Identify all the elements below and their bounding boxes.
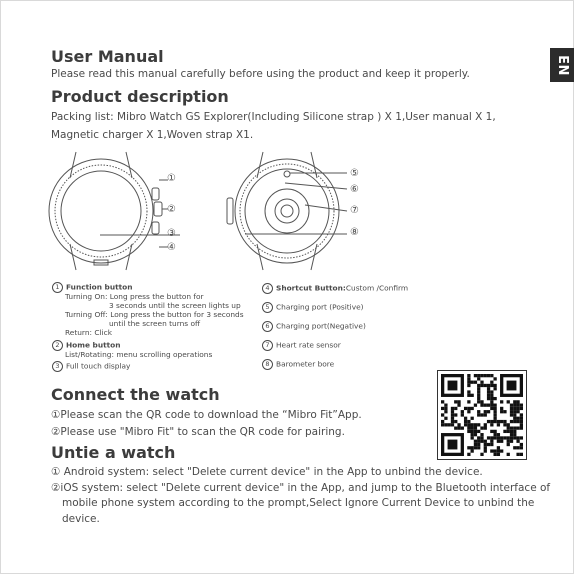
legend-turning-off: Turning Off: Long press the button for 3 seconds <box>65 310 244 319</box>
legend-charging-positive: 5 Charging port (Positive) <box>262 302 364 313</box>
legend-charging-negative: 6 Charging port(Negative) <box>262 321 366 332</box>
legend-return: Return: Click <box>65 328 112 337</box>
callout-7: ⑦ <box>350 205 359 216</box>
untie-step-2-line-2: mobile phone system according to the prompt,Select Ignore Current Device to unbind the <box>62 497 535 509</box>
callout-3: ③ <box>167 228 176 239</box>
callout-8: ⑧ <box>350 227 359 238</box>
callout-6: ⑥ <box>350 184 359 195</box>
legend-function-button: 1 Function button <box>52 282 133 293</box>
language-tab <box>550 48 574 82</box>
qr-code[interactable] <box>437 370 527 460</box>
connect-heading: Connect the watch <box>51 385 220 404</box>
legend-home-desc: List/Rotating: menu scrolling operations <box>65 350 213 359</box>
untie-step-1: ① Android system: select "Delete current device" in the App to unbind the device. <box>51 466 483 478</box>
legend-turning-on-cont: 3 seconds until the screen lights up <box>109 301 241 310</box>
legend-shortcut-button: 4 Shortcut Button:Custom /Confirm <box>262 283 408 294</box>
connect-step-1: ①Please scan the QR code to download the “Mibro Fit”App. <box>51 409 362 421</box>
callout-5: ⑤ <box>350 168 359 179</box>
packing-line-2: Magnetic charger X 1,Woven strap X1. <box>51 129 254 141</box>
legend-home-button: 2 Home button <box>52 340 121 351</box>
packing-line-1: Packing list: Mibro Watch GS Explorer(Including Silicone strap ) X 1,User manual X 1, <box>51 111 496 123</box>
callout-2: ② <box>167 204 176 215</box>
qr-code-image <box>441 374 523 456</box>
watch-back-illustration <box>225 150 355 275</box>
product-heading: Product description <box>51 87 229 106</box>
legend-heart-rate: 7 Heart rate sensor <box>262 340 341 351</box>
legend-turning-on: Turning On: Long press the button for <box>65 292 204 301</box>
untie-step-2-line-3: device. <box>62 513 100 525</box>
untie-step-2-line-1: ②iOS system: select "Delete current device" in the App, and jump to the Bluetooth interface of <box>51 482 551 494</box>
legend-full-touch: 3 Full touch display <box>52 361 130 372</box>
legend-barometer: 8 Barometer bore <box>262 359 334 370</box>
intro-text: Please read this manual carefully before using the product and keep it properly. <box>51 68 470 80</box>
callout-4: ④ <box>167 242 176 253</box>
connect-step-2: ②Please use "Mibro Fit" to scan the QR code for pairing. <box>51 426 345 438</box>
untie-heading: Untie a watch <box>51 443 176 462</box>
callout-1: ① <box>167 173 176 184</box>
legend-turning-off-cont: until the screen turns off <box>109 319 201 328</box>
language-tab-label: EN <box>554 54 570 76</box>
page-title: User Manual <box>51 47 164 66</box>
